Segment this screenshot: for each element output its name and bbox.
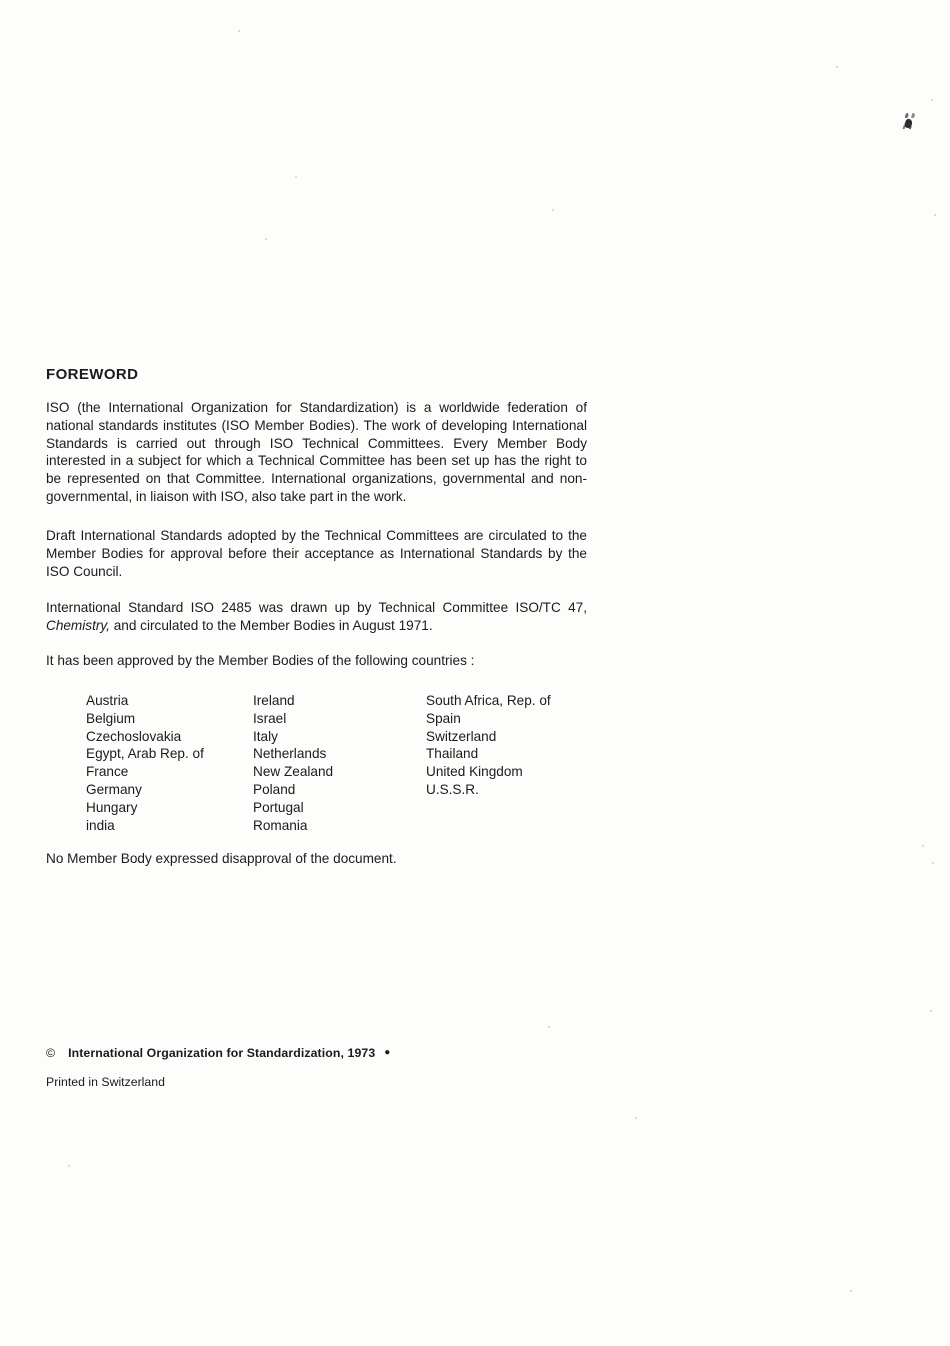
scan-speck xyxy=(552,209,554,211)
committee-name-italic: Chemistry, xyxy=(46,617,110,633)
scan-speck xyxy=(922,845,924,847)
country-item: New Zealand xyxy=(253,764,334,780)
country-item: France xyxy=(86,764,129,780)
scan-speck xyxy=(265,238,267,240)
country-item: Israel xyxy=(253,710,287,726)
ink-blot xyxy=(904,118,913,129)
country-item: Spain xyxy=(426,710,461,726)
country-item: india xyxy=(86,817,115,833)
scan-speck xyxy=(850,1290,852,1292)
copyright-icon: © xyxy=(46,1046,56,1060)
country-item: Austria xyxy=(86,693,129,708)
country-item: Hungary xyxy=(86,799,138,815)
country-item: Poland xyxy=(253,781,296,797)
country-item: Germany xyxy=(86,781,142,797)
scan-speck xyxy=(635,1117,637,1119)
paragraph-standard-origin-end: and circulated to the Member Bodies in August 1971. xyxy=(109,617,433,633)
country-item: Netherlands xyxy=(253,746,327,762)
country-item: Egypt, Arab Rep. of xyxy=(86,746,204,762)
paragraph-standard-origin xyxy=(46,599,587,635)
country-item: Belgium xyxy=(86,710,136,726)
country-item: U.S.S.R. xyxy=(426,781,479,797)
country-item: Portugal xyxy=(253,799,304,815)
scan-speck xyxy=(836,66,838,68)
printed-line: Printed in Switzerland xyxy=(46,1075,165,1089)
scan-speck xyxy=(68,1165,70,1167)
scan-speck xyxy=(931,99,933,101)
foreword-heading: FOREWORD xyxy=(46,366,139,383)
country-item: Italy xyxy=(253,728,278,744)
disapproval-line: No Member Body expressed disapproval of the document. xyxy=(46,851,397,866)
copyright-text: International Organization for Standardization, 1973 xyxy=(68,1046,376,1060)
country-column-2 xyxy=(253,692,333,834)
country-item: United Kingdom xyxy=(426,764,523,780)
country-list xyxy=(0,692,950,837)
country-item: South Africa, Rep. of xyxy=(426,693,551,708)
approval-line: It has been approved by the Member Bodies of the following countries : xyxy=(46,653,475,668)
scan-speck xyxy=(932,862,934,864)
scan-speck xyxy=(934,214,936,216)
country-item: Switzerland xyxy=(426,728,497,744)
country-item: Romania xyxy=(253,817,308,833)
copyright-line xyxy=(46,1046,390,1060)
scan-speck xyxy=(238,30,240,32)
country-column-3 xyxy=(426,692,551,799)
scan-speck xyxy=(548,1026,550,1028)
country-item: Thailand xyxy=(426,746,479,762)
paragraph-standard-origin-start: International Standard ISO 2485 was drawn up by Technical Committee ISO/TC 47, xyxy=(46,600,587,615)
country-item: Ireland xyxy=(253,693,295,708)
bullet-icon: ● xyxy=(384,1047,391,1058)
country-column-1 xyxy=(86,692,204,834)
paragraph-draft-standards: Draft International Standards adopted by the Technical Committees are circulated to the Member Bodies for approval before their acceptance as International Standards by the ISO Council. xyxy=(46,528,587,579)
scan-speck xyxy=(930,1010,932,1012)
country-item: Czechoslovakia xyxy=(86,728,182,744)
paragraph-iso-description: ISO (the International Organization for Standardization) is a worldwide federation of national standards institutes (ISO Member Bodies). The work of developing International Standards is carried out through ISO Technical Committees. Every Member Body interested in a subject for which a Technical Committee has been set up has the right to be represented on that Committee. International organizations, governmental and non-governmental, in liaison with ISO, also take part in the work. xyxy=(46,400,587,504)
scan-speck xyxy=(295,176,297,178)
